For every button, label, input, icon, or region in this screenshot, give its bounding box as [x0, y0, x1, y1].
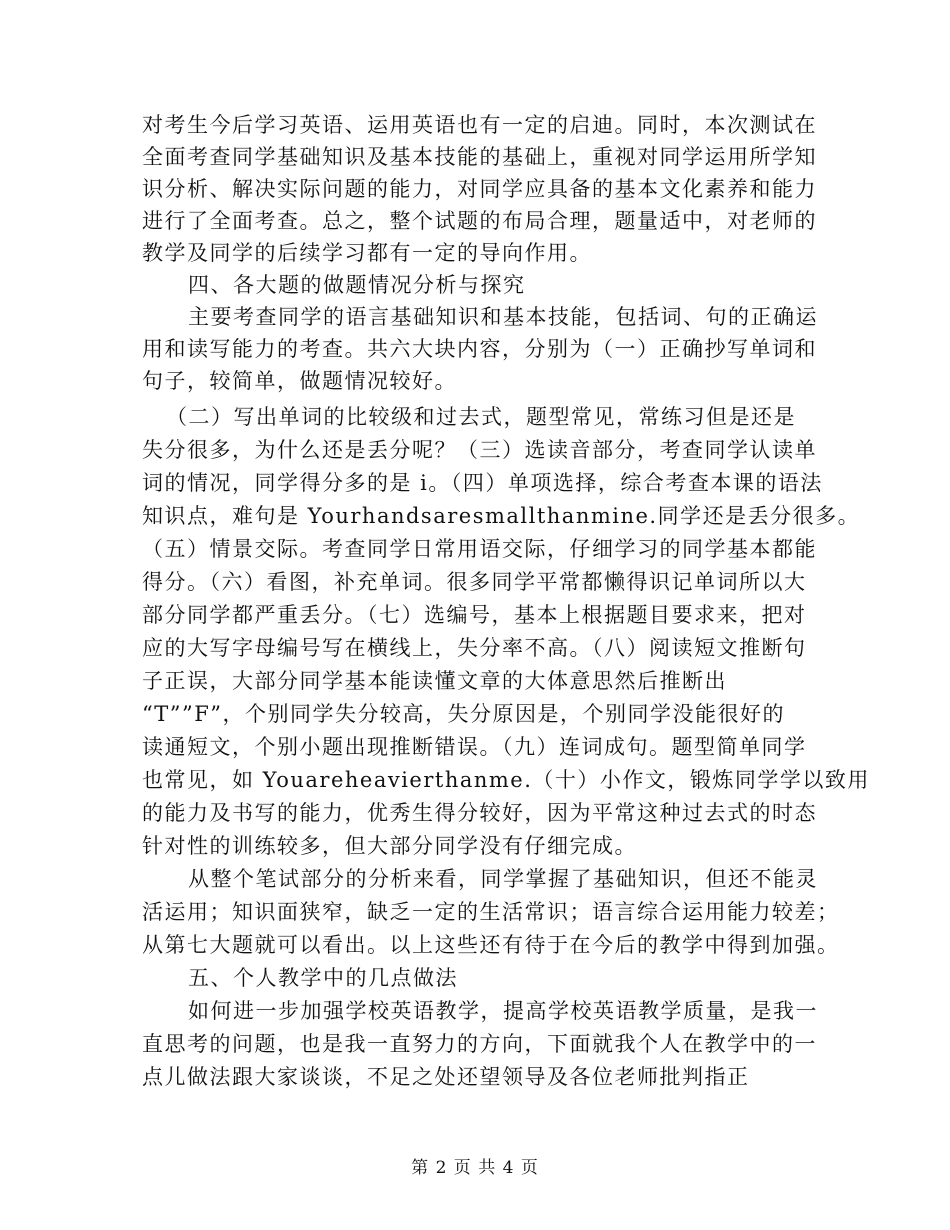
text-line-3: 识分析、解决实际问题的能力，对同学应具备的基本文化素养和能力 — [142, 177, 817, 201]
text-line-26: 从第七大题就可以看出。以上这些还有待于在今后的教学中得到加强。 — [142, 933, 840, 957]
text-line-8: 用和读写能力的考查。共六大块内容，分别为（一）正确抄写单词和 — [142, 337, 817, 361]
text-line-7: 主要考查同学的语言基础知识和基本技能，包括词、句的正确运 — [188, 305, 818, 329]
text-line-29: 直思考的问题，也是我一直努力的方向，下面就我个人在教学中的一 — [142, 1032, 817, 1056]
text-line-2: 全面考查同学基础知识及基本技能的基础上，重视对同学运用所学知 — [142, 145, 817, 169]
section-heading-5: 五、个人教学中的几点做法 — [188, 966, 458, 990]
section-heading-4: 四、各大题的做题情况分析与探究 — [188, 273, 526, 297]
text-line-25: 活运用；知识面狭窄，缺乏一定的生活常识；语言综合运用能力较差； — [142, 900, 840, 924]
text-line-19: “T””F”，个别同学失分较高，失分原因是，个别同学没能很好的 — [142, 702, 786, 726]
text-line-14: （五）情景交际。考查同学日常用语交际，仔细学习的同学基本都能 — [142, 537, 817, 561]
page-number-footer: 第 2 页 共 4 页 — [411, 1158, 539, 1178]
text-line-15: 得分。（六）看图，补充单词。很多同学平常都懒得识记单词所以大 — [142, 570, 807, 594]
text-line-12: 词的情况，同学得分多的是 i。（四）单项选择，综合考查本课的语法 — [142, 471, 823, 495]
text-line-18: 子正误，大部分同学基本能读懂文章的大体意思然后推断出 — [142, 669, 727, 693]
text-line-5: 教学及同学的后续学习都有一定的导向作用。 — [142, 241, 592, 265]
text-line-28: 如何进一步加强学校英语教学，提高学校英语教学质量，是我一 — [188, 999, 818, 1023]
text-line-17: 应的大写字母编号写在横线上，失分率不高。（八）阅读短文推断句 — [142, 636, 807, 660]
text-line-22: 的能力及书写的能力，优秀生得分较好，因为平常这种过去式的时态 — [142, 801, 817, 825]
text-line-30: 点儿做法跟大家谈谈，不足之处还望领导及各位老师批判指正 — [142, 1065, 750, 1089]
text-line-21: 也常见，如 Youareheavierthanme.（十）小作文，锻炼同学学以致用 — [142, 768, 870, 792]
text-line-1: 对考生今后学习英语、运用英语也有一定的启迪。同时，本次测试在 — [142, 113, 817, 137]
text-line-10: （二）写出单词的比较级和过去式，题型常见，常练习但是还是 — [166, 405, 796, 429]
text-line-20: 读通短文，个别小题出现推断错误。（九）连词成句。题型简单同学 — [142, 735, 807, 759]
text-line-4: 进行了全面考查。总之，整个试题的布局合理，题量适中，对老师的 — [142, 209, 817, 233]
text-line-11: 失分很多，为什么还是丢分呢？（三）选读音部分，考查同学认读单 — [142, 438, 817, 462]
text-line-16: 部分同学都严重丢分。（七）选编号，基本上根据题目要求来，把对 — [142, 603, 807, 627]
text-line-24: 从整个笔试部分的分析来看，同学掌握了基础知识，但还不能灵 — [188, 867, 818, 891]
text-line-9: 句子，较简单，做题情况较好。 — [142, 369, 457, 393]
text-line-23: 针对性的训练较多，但大部分同学没有仔细完成。 — [142, 834, 637, 858]
text-line-13: 知识点，难句是 Yourhandsaresmallthanmine.同学还是丢分很多。 — [142, 504, 861, 528]
